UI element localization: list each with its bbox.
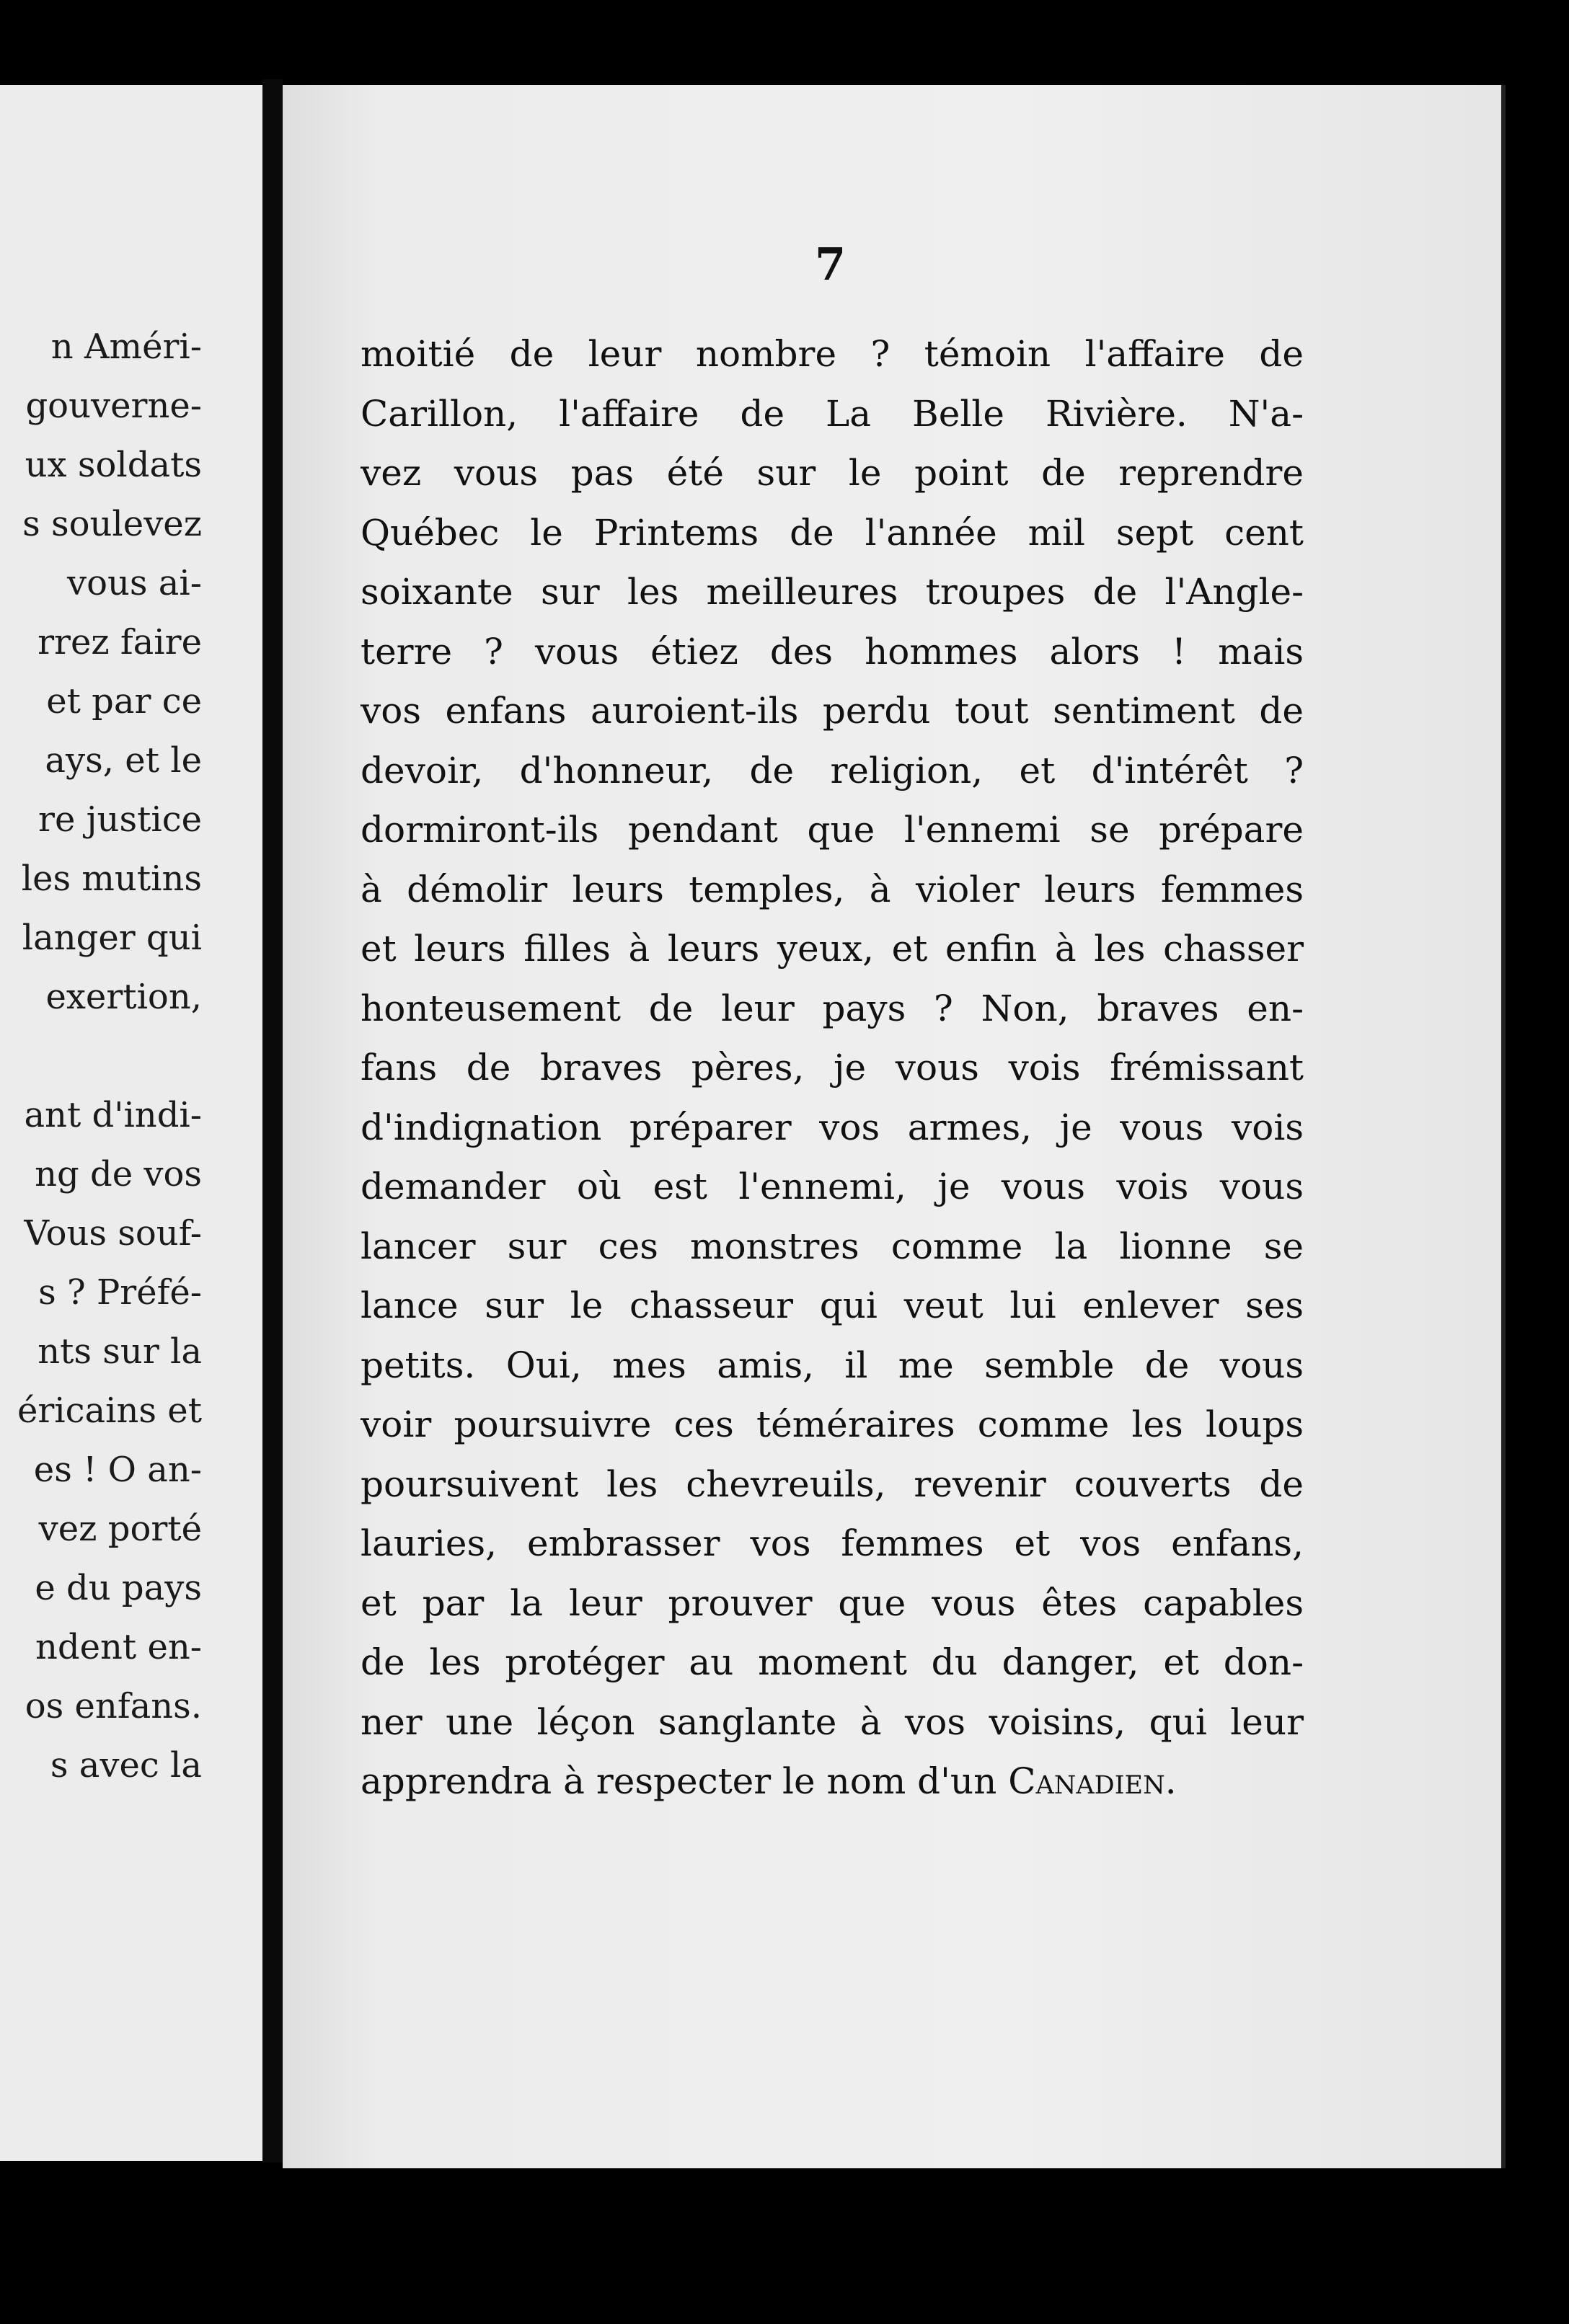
left-line-blank xyxy=(17,1026,202,1086)
left-line: es ! O an- xyxy=(33,1450,202,1490)
left-line: exertion, xyxy=(45,977,202,1017)
left-line: ant d'indi- xyxy=(24,1095,202,1135)
final-line-text: apprendra à respecter le nom d'un xyxy=(361,1760,1009,1802)
text-line: d'indignation préparer vos armes, je vous vois xyxy=(361,1106,1304,1148)
left-line: vez porté xyxy=(38,1509,202,1549)
text-line: ner une léçon sanglante à vos voisins, qui leur xyxy=(361,1700,1304,1743)
left-line: langer qui xyxy=(22,918,202,958)
text-line: demander où est l'ennemi, je vous vois vous xyxy=(361,1166,1304,1207)
left-line: vous ai- xyxy=(66,563,202,603)
text-line: Carillon, l'affaire de La Belle Rivière. N'a- xyxy=(361,392,1304,435)
text-line: devoir, d'honneur, de religion, et d'intérêt ? xyxy=(361,749,1304,791)
left-line: ays, et le xyxy=(45,740,202,781)
left-line: gouverne- xyxy=(25,386,202,426)
text-line: vez vous pas été sur le point de reprendre xyxy=(361,452,1304,494)
text-line: Québec le Printems de l'année mil sept cent xyxy=(361,511,1304,554)
left-line: et par ce xyxy=(46,681,202,722)
left-line: éricains et xyxy=(17,1391,202,1431)
text-line: de les protéger au moment du danger, et don- xyxy=(361,1641,1304,1683)
text-line: honteusement de leur pays ? Non, braves en- xyxy=(361,987,1304,1029)
text-line: soixante sur les meilleures troupes de l'Angle- xyxy=(361,571,1304,613)
text-line: et par la leur prouver que vous êtes capables xyxy=(361,1582,1304,1624)
left-line: nts sur la xyxy=(37,1331,202,1372)
text-line: terre ? vous étiez des hommes alors ! mais xyxy=(361,630,1304,673)
page-number: 7 xyxy=(815,238,847,290)
left-line: Vous souf- xyxy=(24,1213,202,1254)
text-line: lauries, embrasser vos femmes et vos enfans, xyxy=(361,1522,1304,1564)
text-line: voir poursuivre ces téméraires comme les loups xyxy=(361,1403,1304,1445)
text-line: petits. Oui, mes amis, il me semble de vous xyxy=(361,1344,1304,1386)
text-line: lancer sur ces monstres comme la lionne se xyxy=(361,1225,1304,1267)
left-page-lines xyxy=(17,317,202,1795)
left-line: ng de vos xyxy=(35,1154,202,1194)
left-line: les mutins xyxy=(21,859,202,899)
signature-word: Canadien xyxy=(1008,1760,1165,1802)
text-line: moitié de leur nombre ? témoin l'affaire de xyxy=(361,333,1304,375)
text-line: à démolir leurs temples, à violer leurs femmes xyxy=(361,868,1304,910)
text-line: dormiront-ils pendant que l'ennemi se prépare xyxy=(361,809,1304,851)
text-line: lance sur le chasseur qui veut lui enlever ses xyxy=(361,1285,1304,1326)
right-page-body xyxy=(361,324,1304,1811)
text-line-final xyxy=(361,1752,1304,1811)
left-line: s ? Préfé- xyxy=(38,1272,202,1313)
left-page-fragment xyxy=(0,85,262,2161)
left-line: ndent en- xyxy=(35,1627,202,1667)
text-line: et leurs filles à leurs yeux, et enfin à les chasser xyxy=(361,928,1304,970)
left-line: os enfans. xyxy=(25,1686,202,1726)
text-line: vos enfans auroient-ils perdu tout sentiment de xyxy=(361,690,1304,732)
left-line: e du pays xyxy=(35,1568,202,1608)
left-line: ux soldats xyxy=(25,445,202,485)
left-line: s avec la xyxy=(50,1745,202,1786)
left-line: re justice xyxy=(38,799,202,840)
left-line: n Améri- xyxy=(50,327,202,367)
text-line: fans de braves pères, je vous vois frémissant xyxy=(361,1047,1304,1088)
final-punctuation: . xyxy=(1164,1760,1177,1802)
left-line: rrez faire xyxy=(37,622,202,662)
left-line: s soulevez xyxy=(22,504,202,544)
text-line: poursuivent les chevreuils, revenir couverts de xyxy=(361,1463,1304,1505)
book-gutter xyxy=(262,79,283,2163)
